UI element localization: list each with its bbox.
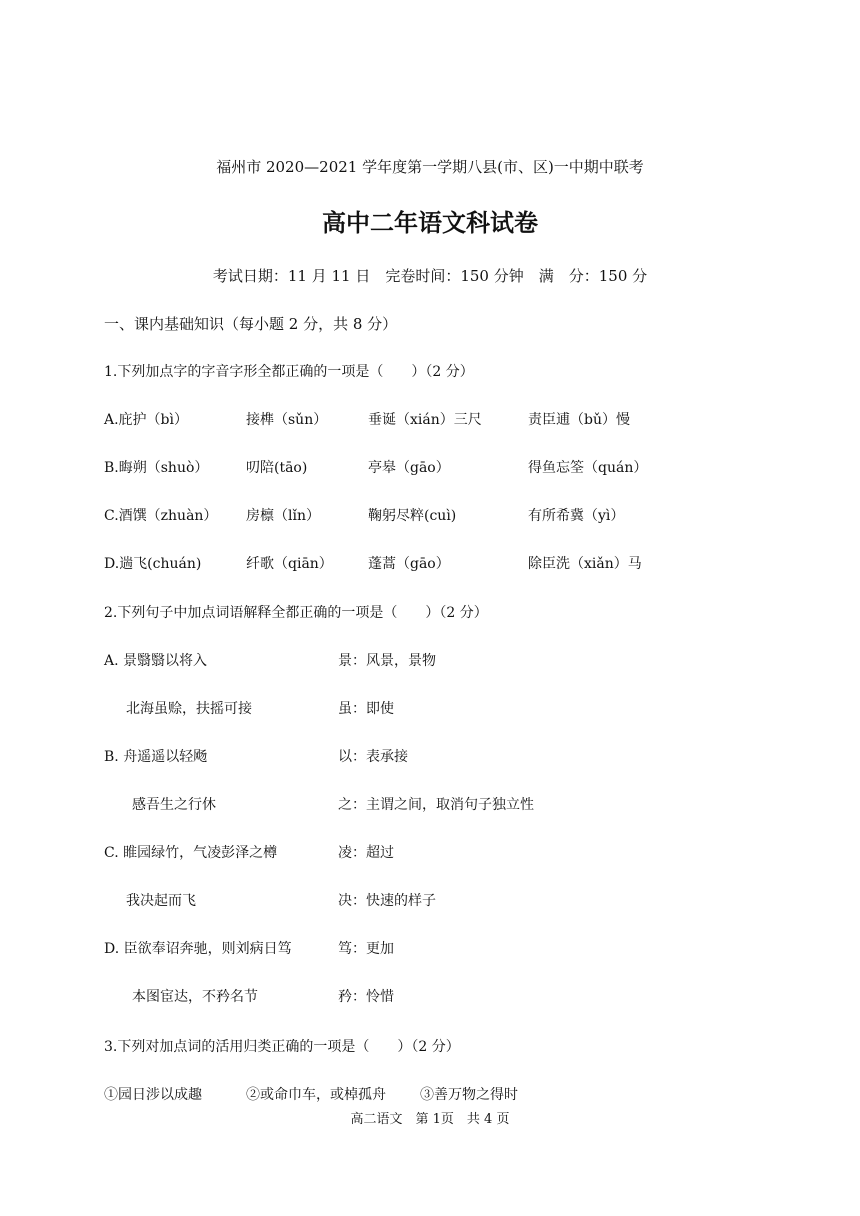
- q2-gloss-b1: 以：表承接: [338, 749, 408, 765]
- exam-info: 考试日期：11 月 11 日 完卷时间：150 分钟 满 分：150 分: [212, 267, 648, 285]
- question-1-stem: 1.下列加点字的字音字形全都正确的一项是（ ）（2 分）: [104, 364, 474, 380]
- q2-gloss-d2: 矜：怜惜: [338, 989, 394, 1005]
- q2-sentence-c1: C. 睢园绿竹，气凌彭泽之樽: [104, 845, 278, 861]
- q2-gloss-c2: 决：快速的样子: [338, 893, 436, 909]
- exam-title: 高中二年语文科试卷: [322, 208, 538, 237]
- q1-option-d-2: 纤歌（qiān）: [246, 556, 333, 572]
- q2-gloss-c1: 凌：超过: [338, 845, 394, 861]
- q3-item-3: ③善万物之得时: [420, 1087, 518, 1103]
- q2-sentence-d2: 本图宦达，不矜名节: [132, 989, 258, 1005]
- q2-gloss-a2: 虽：即使: [338, 701, 394, 717]
- q1-option-d-3: 蓬蒿（gāo）: [368, 556, 450, 572]
- q2-gloss-a1: 景：风景，景物: [338, 653, 436, 669]
- q1-option-a-3: 垂诞（xián）三尺: [368, 412, 482, 428]
- q2-sentence-d1: D. 臣欲奉诏奔驰，则刘病日笃: [104, 941, 292, 957]
- q1-option-a-2: 接榫（sǔn）: [246, 412, 328, 428]
- page-footer: 高二语文 第 1页 共 4 页: [350, 1112, 510, 1127]
- exam-subtitle: 福州市 2020—2021 学年度第一学期八县(市、区)一中期中联考: [216, 158, 644, 176]
- q2-sentence-c2: 我决起而飞: [126, 893, 196, 909]
- q2-sentence-b2: 感吾生之行休: [132, 797, 216, 813]
- q1-option-c-3: 鞠躬尽粹(cuì): [368, 508, 457, 524]
- q1-option-c-4: 有所希冀（yì）: [528, 508, 625, 524]
- q1-option-a-1: A.庇护（bì）: [104, 412, 188, 428]
- q1-option-a-4: 责臣逋（bǔ）慢: [528, 412, 630, 428]
- question-3-stem: 3.下列对加点词的活用归类正确的一项是（ ）（2 分）: [104, 1039, 460, 1055]
- q1-option-b-2: 叨陪(tāo): [246, 460, 308, 476]
- q1-option-b-3: 亭皋（gāo）: [368, 460, 450, 476]
- q3-item-2: ②或命巾车，或棹孤舟: [246, 1087, 386, 1103]
- q1-option-b-4: 得鱼忘筌（quán）: [528, 460, 648, 476]
- section-heading: 一、课内基础知识（每小题 2 分，共 8 分）: [104, 315, 398, 333]
- q3-item-1: ①园日涉以成趣: [104, 1087, 202, 1103]
- q1-option-c-2: 房檩（lǐn）: [246, 508, 320, 524]
- q2-gloss-d1: 笃：更加: [338, 941, 394, 957]
- q1-option-d-1: D.遄飞(chuán): [104, 556, 202, 572]
- q2-sentence-a1: A. 景翳翳以将入: [104, 653, 208, 669]
- q2-sentence-a2: 北海虽赊，扶摇可接: [126, 701, 252, 717]
- q2-sentence-b1: B. 舟遥遥以轻飏: [104, 749, 208, 765]
- q1-option-c-1: C.酒馔（zhuàn）: [104, 508, 218, 524]
- q1-option-b-1: B.晦朔（shuò）: [104, 460, 209, 476]
- question-2-stem: 2.下列句子中加点词语解释全都正确的一项是（ ）（2 分）: [104, 605, 488, 621]
- q2-gloss-b2: 之：主谓之间，取消句子独立性: [338, 797, 534, 813]
- q1-option-d-4: 除臣洗（xiǎn）马: [528, 556, 642, 572]
